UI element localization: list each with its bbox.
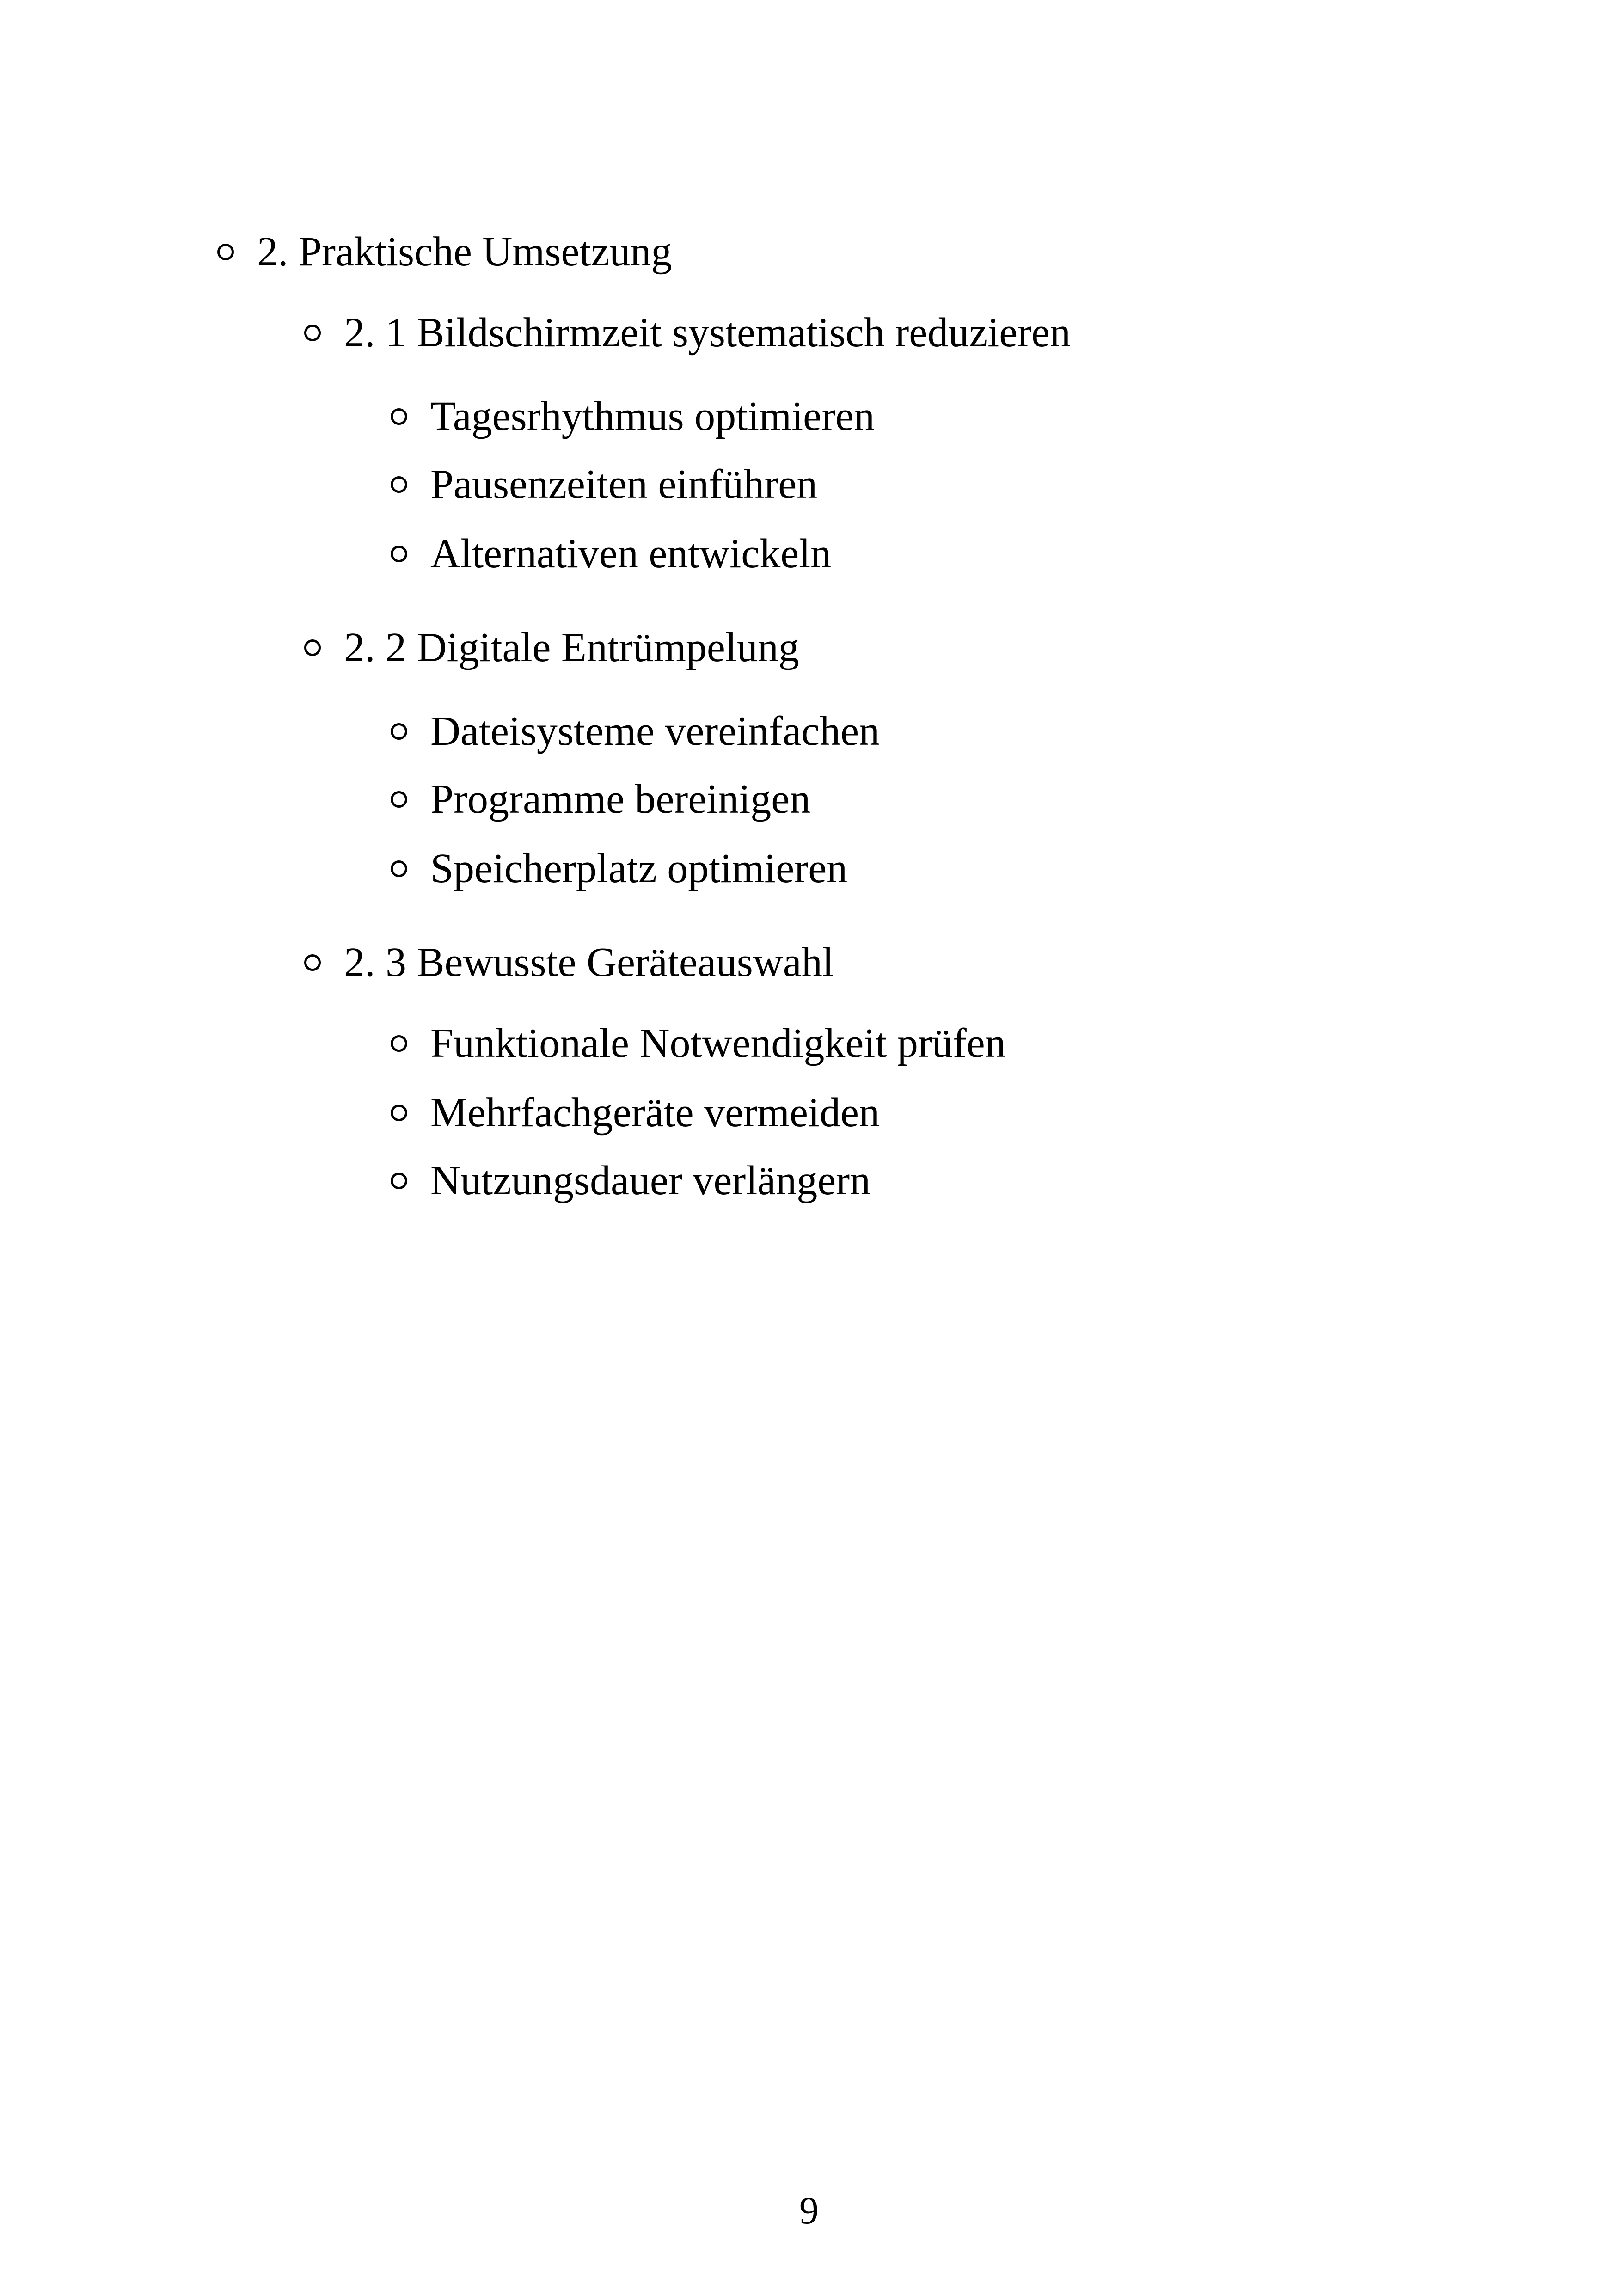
hollow-circle-bullet-icon	[217, 244, 234, 260]
outline-subsection-heading	[304, 939, 834, 985]
hollow-circle-bullet-icon	[391, 723, 407, 740]
hollow-circle-bullet-icon	[304, 954, 321, 971]
hollow-circle-bullet-icon	[391, 408, 407, 425]
hollow-circle-bullet-icon	[391, 860, 407, 877]
list-item-text: Dateisysteme vereinfachen	[430, 708, 880, 754]
hollow-circle-bullet-icon	[391, 791, 407, 808]
outline-subsection-heading	[304, 312, 1071, 354]
page-number: 9	[799, 2189, 819, 2232]
outline-list-item	[391, 776, 811, 822]
list-item-text: Speicherplatz optimieren	[430, 846, 848, 891]
outline-list-item	[391, 1160, 870, 1202]
hollow-circle-bullet-icon	[304, 639, 321, 656]
hollow-circle-bullet-icon	[391, 1035, 407, 1052]
section-title: 2. Praktische Umsetzung	[257, 229, 672, 275]
list-item-text: Funktionale Notwendigkeit prüfen	[430, 1020, 1006, 1066]
outline-list-item	[391, 1020, 1006, 1066]
hollow-circle-bullet-icon	[391, 1105, 407, 1121]
outline-list-item	[391, 393, 875, 439]
outline-list-item	[391, 461, 818, 507]
list-item-text: Programme bereinigen	[430, 776, 811, 822]
list-item-text: Mehrfachgeräte vermeiden	[430, 1090, 880, 1136]
hollow-circle-bullet-icon	[391, 546, 407, 562]
subsection-title: 2. 1 Bildschirmzeit systematisch reduzieren	[344, 310, 1071, 356]
outline-section-heading	[217, 231, 672, 273]
hollow-circle-bullet-icon	[391, 1173, 407, 1189]
hollow-circle-bullet-icon	[391, 476, 407, 493]
outline-list-item	[391, 533, 831, 575]
hollow-circle-bullet-icon	[304, 325, 321, 341]
outline-list-item	[391, 708, 880, 754]
outline-subsection-heading	[304, 627, 799, 669]
list-item-text: Alternativen entwickeln	[430, 531, 832, 577]
list-item-text: Pausenzeiten einführen	[430, 461, 818, 507]
subsection-title: 2. 3 Bewusste Geräteauswahl	[344, 939, 834, 985]
list-item-text: Tagesrhythmus optimieren	[430, 393, 875, 439]
outline-list-item	[391, 1092, 880, 1134]
outline-list-item	[391, 848, 847, 890]
list-item-text: Nutzungsdauer verlängern	[430, 1158, 871, 1203]
subsection-title: 2. 2 Digitale Entrümpelung	[344, 625, 799, 670]
